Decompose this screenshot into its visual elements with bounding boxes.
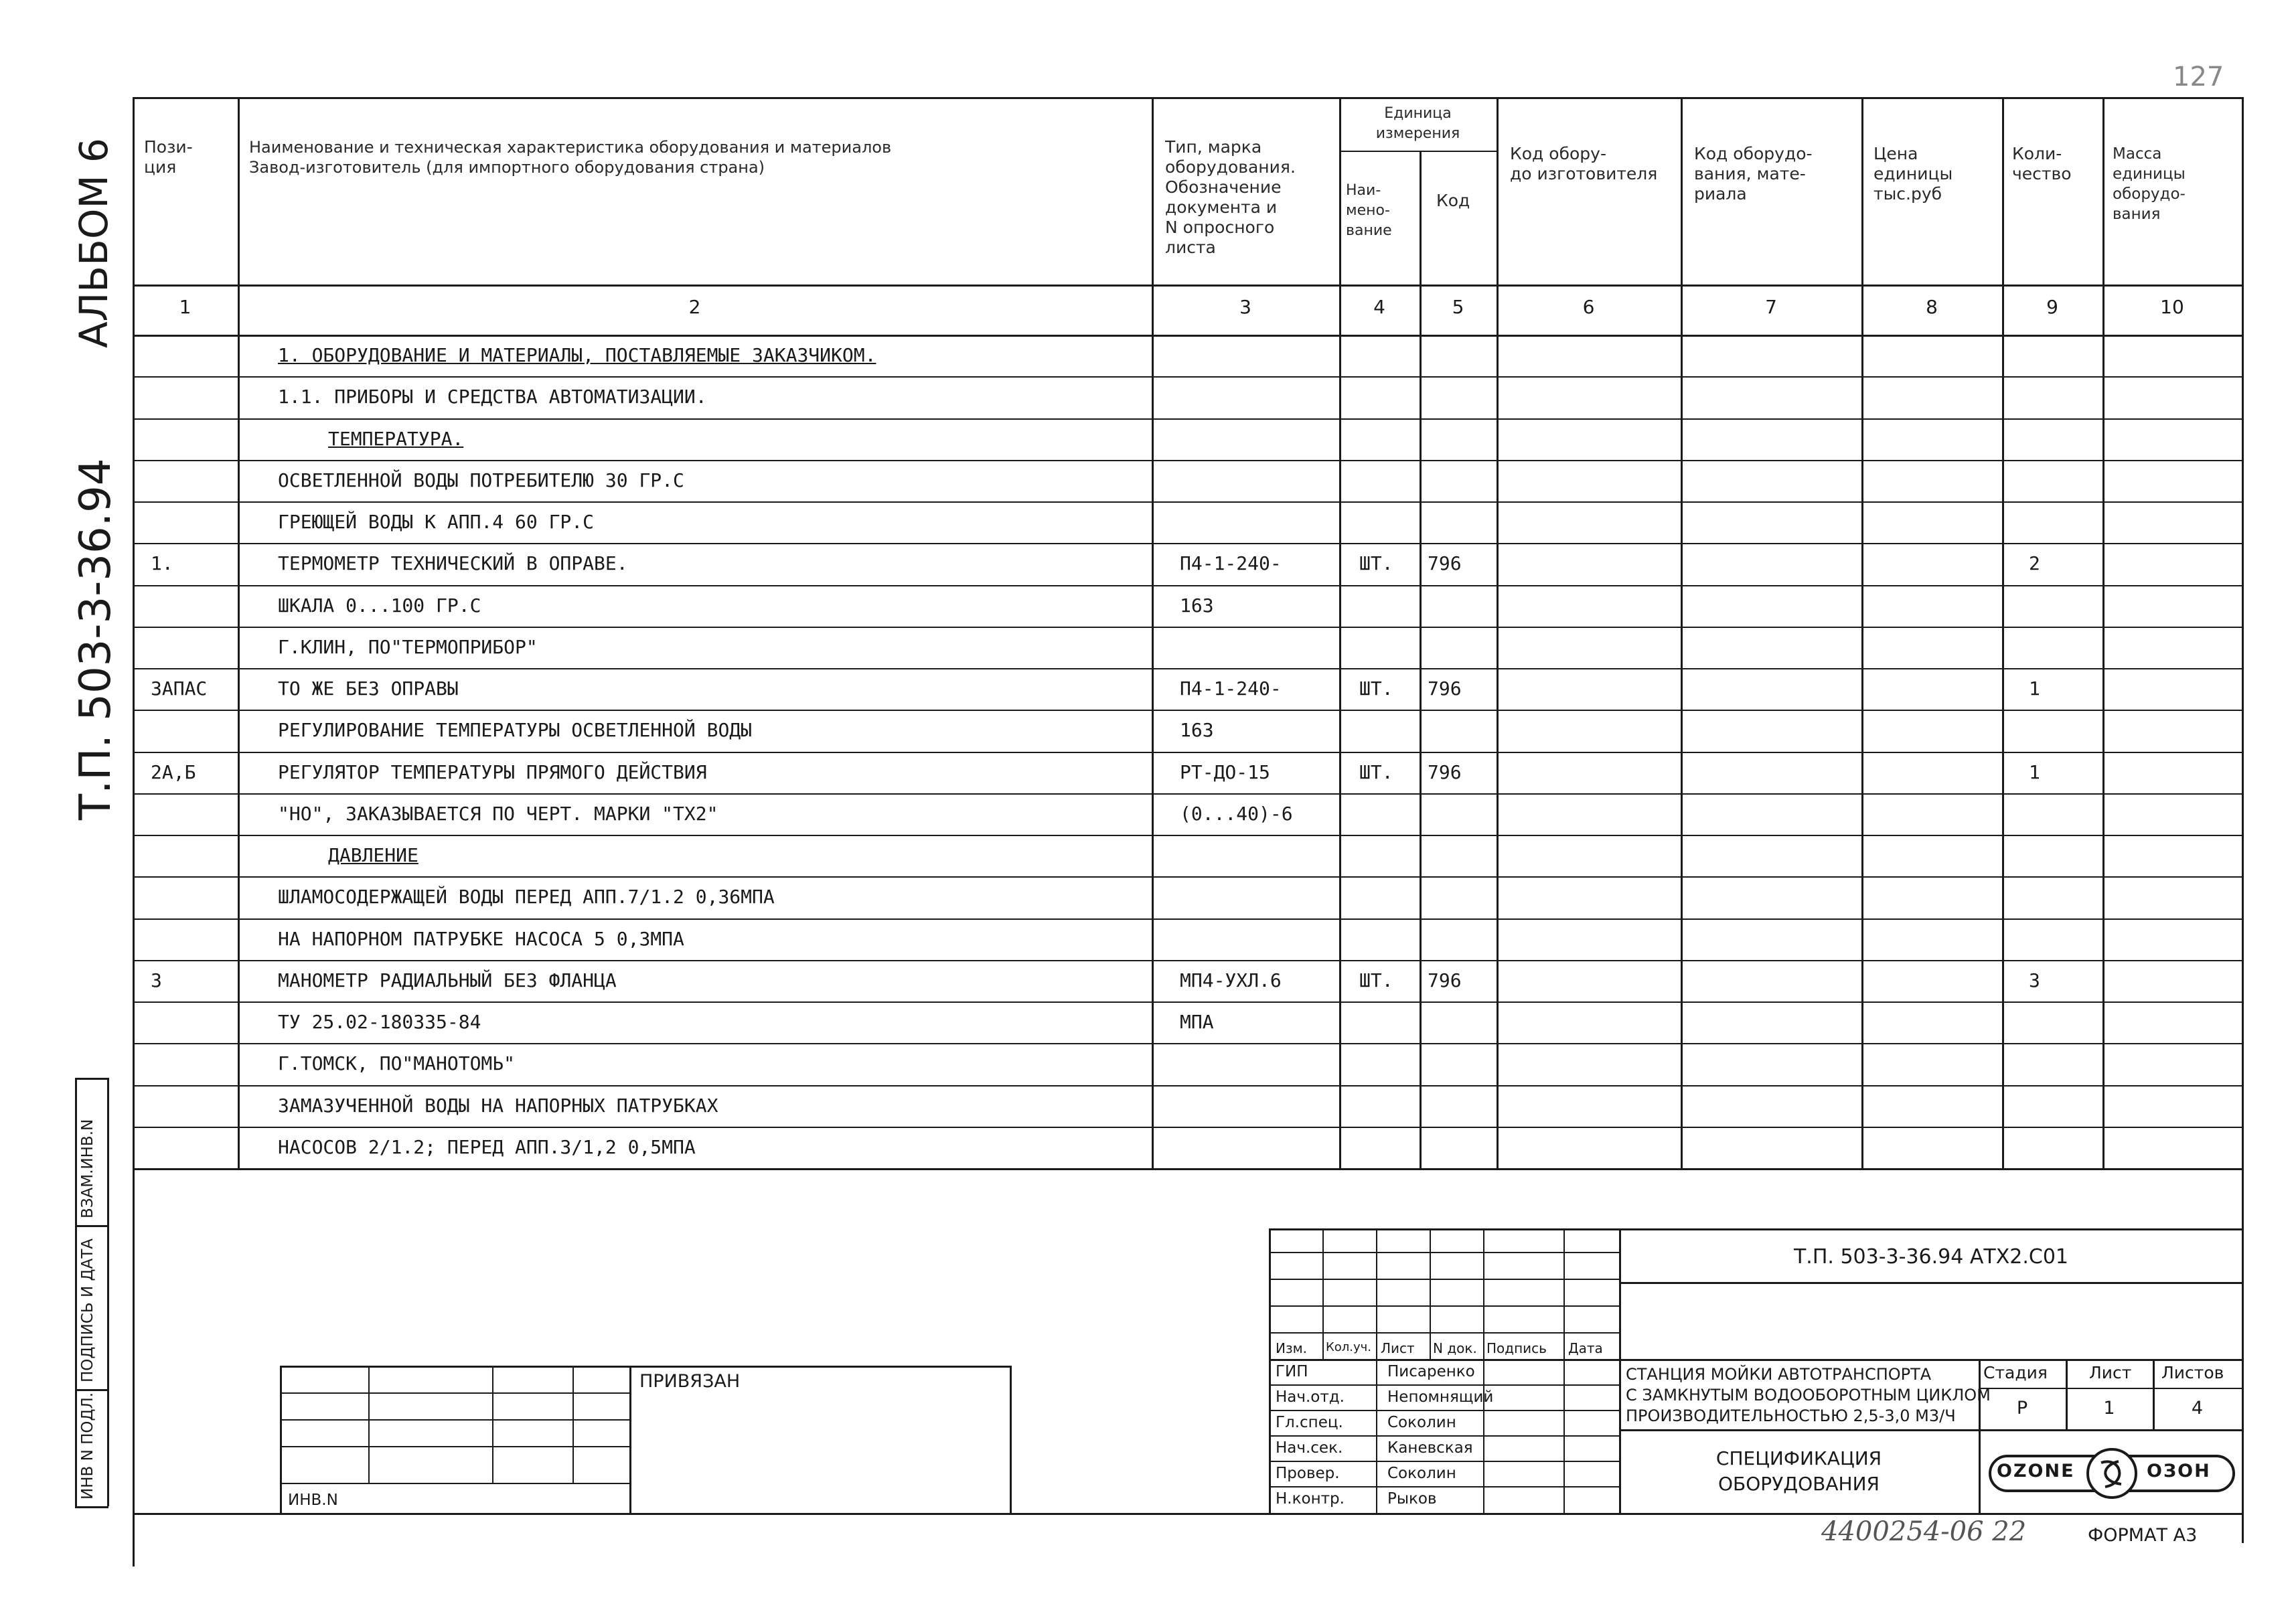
header-quantity: Коли- чество: [2012, 144, 2072, 183]
sheet-label: Лист: [2089, 1363, 2132, 1382]
table-row: [0, 668, 2296, 710]
stamp-podpis-data: ПОДПИСЬ И ДАТА: [79, 1238, 96, 1382]
quantity-cell: 2: [2029, 552, 2040, 574]
name-cell: РЕГУЛЯТОР ТЕМПЕРАТУРЫ ПРЯМОГО ДЕЙСТВИЯ: [278, 761, 707, 783]
name-cell: РЕГУЛИРОВАНИЕ ТЕМПЕРАТУРЫ ОСВЕТЛЕННОЙ ВОДЫ: [278, 719, 753, 741]
unit-code-cell: 796: [1428, 677, 1462, 700]
col-number-5: 5: [1452, 296, 1464, 318]
tb-head-izm: Изм.: [1276, 1340, 1308, 1356]
col-number-7: 7: [1765, 296, 1777, 318]
unit-code-cell: 796: [1428, 552, 1462, 574]
table-row: [0, 710, 2296, 751]
sheets-label: Листов: [2161, 1363, 2224, 1382]
tb-role: Н.контр.: [1276, 1490, 1345, 1508]
format-label: ФОРМАТ А3: [2088, 1525, 2198, 1546]
unit-name-cell: ШТ.: [1359, 969, 1393, 991]
quantity-cell: 1: [2029, 677, 2040, 700]
position-cell: 3: [151, 969, 162, 991]
position-cell: ЗАПАС: [151, 677, 208, 700]
tb-head-list: Лист: [1381, 1340, 1415, 1356]
tb-signer-name: Рыков: [1387, 1490, 1437, 1508]
tb-signer-name: Каневская: [1387, 1439, 1473, 1457]
name-cell: ЗАМАЗУЧЕННОЙ ВОДЫ НА НАПОРНЫХ ПАТРУБКАХ: [278, 1095, 718, 1117]
name-cell: "НО", ЗАКАЗЫВАЕТСЯ ПО ЧЕРТ. МАРКИ "ТХ2": [278, 803, 718, 825]
header-unit-name: Наи- мено- вание: [1346, 182, 1392, 239]
quantity-cell: 3: [2029, 969, 2040, 991]
type-cell: П4-1-240-: [1180, 677, 1282, 700]
col-number-6: 6: [1582, 296, 1595, 318]
name-cell: Г.КЛИН, ПО"ТЕРМОПРИБОР": [278, 636, 538, 658]
table-row: [0, 335, 2296, 376]
name-cell: ОСВЕТЛЕННОЙ ВОДЫ ПОТРЕБИТЕЛЮ 30 ГР.С: [278, 469, 684, 491]
name-cell: ТУ 25.02-180335-84: [278, 1011, 481, 1033]
header-position: Пози- ция: [144, 137, 193, 177]
sheets-value: 4: [2191, 1398, 2204, 1419]
name-cell: 1. ОБОРУДОВАНИЕ И МАТЕРИАЛЫ, ПОСТАВЛЯЕМЫЕ ЗАКАЗЧИКОМ.: [278, 344, 876, 366]
handwritten-archive-number: 4400254-06 22: [1821, 1516, 2027, 1547]
unit-code-cell: 796: [1428, 761, 1462, 783]
unit-name-cell: ШТ.: [1359, 761, 1393, 783]
name-cell: НАСОСОВ 2/1.2; ПЕРЕД АПП.3/1,2 0,5МПА: [278, 1136, 696, 1158]
table-row: [0, 627, 2296, 668]
table-row: [0, 418, 2296, 460]
type-cell: (0...40)-6: [1180, 803, 1293, 825]
header-price: Цена единицы тыс.руб: [1873, 144, 1953, 204]
table-row: [0, 793, 2296, 835]
table-row: [0, 752, 2296, 793]
tb-head-kol-uch: Кол.уч.: [1326, 1340, 1372, 1354]
type-cell: РТ-ДО-15: [1180, 761, 1270, 783]
table-row: [0, 585, 2296, 627]
document-code: Т.П. 503-3-36.94 АТХ2.С01: [1793, 1245, 2069, 1269]
name-cell: ГРЕЮЩЕЙ ВОДЫ К АПП.4 60 ГР.С: [278, 511, 595, 533]
table-row: [0, 501, 2296, 543]
project-code-vertical: Т.П. 503-3-36.94: [71, 458, 121, 820]
project-title: СТАНЦИЯ МОЙКИ АВТОТРАНСПОРТА С ЗАМКНУТЫМ ВОДООБОРОТНЫМ ЦИКЛОМ ПРОИЗВОДИТЕЛЬНОСТЬЮ 2,5-3,0 М3/Ч: [1626, 1365, 1991, 1425]
ozone-logo: OZONE ОЗОН: [1987, 1443, 2236, 1503]
privyazan-label: ПРИВЯЗАН: [639, 1371, 741, 1392]
tb-head-ndok: N док.: [1433, 1340, 1477, 1356]
unit-code-cell: 796: [1428, 969, 1462, 991]
table-row: [0, 1043, 2296, 1084]
type-cell: П4-1-240-: [1180, 552, 1282, 574]
table-row: [0, 543, 2296, 584]
position-cell: 2А,Б: [151, 761, 196, 783]
tb-signer-name: Соколин: [1387, 1465, 1456, 1482]
name-cell: МАНОМЕТР РАДИАЛЬНЫЙ БЕЗ ФЛАНЦА: [278, 969, 617, 991]
col-number-9: 9: [2046, 296, 2058, 318]
col-number-3: 3: [1239, 296, 1251, 318]
header-unit-code: Код: [1436, 191, 1470, 210]
unit-name-cell: ШТ.: [1359, 552, 1393, 574]
inv-number-label: ИНВ.N: [288, 1492, 338, 1509]
name-cell: 1.1. ПРИБОРЫ И СРЕДСТВА АВТОМАТИЗАЦИИ.: [278, 386, 707, 408]
table-row: [0, 1001, 2296, 1043]
tb-role: ГИП: [1276, 1363, 1308, 1380]
table-row: [0, 960, 2296, 1001]
col-number-4: 4: [1373, 296, 1385, 318]
tb-role: Нач.отд.: [1276, 1388, 1345, 1406]
header-manufacturer-code: Код обору- до изготовителя: [1510, 144, 1658, 183]
position-cell: 1.: [151, 552, 173, 574]
header-unit-group: Единица измерения: [1375, 105, 1460, 142]
col-number-1: 1: [179, 296, 192, 318]
name-cell: НА НАПОРНОМ ПАТРУБКЕ НАСОСА 5 0,3МПА: [278, 928, 684, 950]
quantity-cell: 1: [2029, 761, 2040, 783]
table-row: [0, 376, 2296, 418]
tb-head-data: Дата: [1568, 1340, 1603, 1356]
tb-signer-name: Непомнящий: [1387, 1388, 1494, 1406]
name-cell: ТО ЖЕ БЕЗ ОПРАВЫ: [278, 677, 459, 700]
header-type: Тип, марка оборудования. Обозначение документа и N опросного листа: [1165, 137, 1296, 257]
header-name: Наименование и техническая характеристика оборудования и материалов Завод-изготовитель (для импортного оборудования страна): [249, 138, 892, 177]
corner-sheet-mark: 127: [2173, 62, 2224, 92]
stamp-inv-podl: ИНВ N ПОДЛ.: [79, 1392, 96, 1500]
tb-signer-name: Соколин: [1387, 1414, 1456, 1431]
table-row: [0, 1085, 2296, 1127]
tb-role: Гл.спец.: [1276, 1414, 1343, 1431]
sheet-value: 1: [2103, 1398, 2115, 1419]
type-cell: 163: [1180, 594, 1214, 617]
table-row: [0, 918, 2296, 960]
col-number-2: 2: [688, 296, 701, 318]
name-cell: ШКАЛА 0...100 ГР.С: [278, 594, 481, 617]
table-row: [0, 835, 2296, 876]
name-cell: ТЕРМОМЕТР ТЕХНИЧЕСКИЙ В ОПРАВЕ.: [278, 552, 628, 574]
tb-head-podpis: Подпись: [1486, 1340, 1547, 1356]
table-row: [0, 876, 2296, 918]
type-cell: 163: [1180, 719, 1214, 741]
album-label: АЛЬБОМ 6: [71, 138, 117, 348]
type-cell: МПА: [1180, 1011, 1214, 1033]
tb-role: Провер.: [1276, 1465, 1340, 1482]
sheet-title: СПЕЦИФИКАЦИЯ ОБОРУДОВАНИЯ: [1715, 1447, 1882, 1495]
name-cell: ТЕМПЕРАТУРА.: [328, 428, 464, 450]
table-row: [0, 460, 2296, 501]
col-number-10: 10: [2160, 296, 2184, 318]
header-equipment-code: Код оборудо- вания, мате- риала: [1694, 144, 1813, 204]
tb-signer-name: Писаренко: [1387, 1363, 1475, 1380]
col-number-8: 8: [1926, 296, 1938, 318]
tb-role: Нач.сек.: [1276, 1439, 1343, 1457]
stamp-vzam-inv: ВЗАМ.ИНВ.N: [79, 1119, 96, 1218]
name-cell: ШЛАМОСОДЕРЖАЩЕЙ ВОДЫ ПЕРЕД АПП.7/1.2 0,36МПА: [278, 886, 775, 908]
type-cell: МП4-УХЛ.6: [1180, 969, 1282, 991]
name-cell: Г.ТОМСК, ПО"МАНОТОМЬ": [278, 1052, 516, 1074]
table-row: [0, 1127, 2296, 1168]
name-cell: ДАВЛЕНИЕ: [328, 844, 418, 866]
unit-name-cell: ШТ.: [1359, 677, 1393, 700]
stage-value: Р: [2016, 1398, 2028, 1419]
header-mass: Масса единицы оборудо- вания: [2113, 145, 2186, 223]
stage-label: Стадия: [1983, 1363, 2048, 1382]
